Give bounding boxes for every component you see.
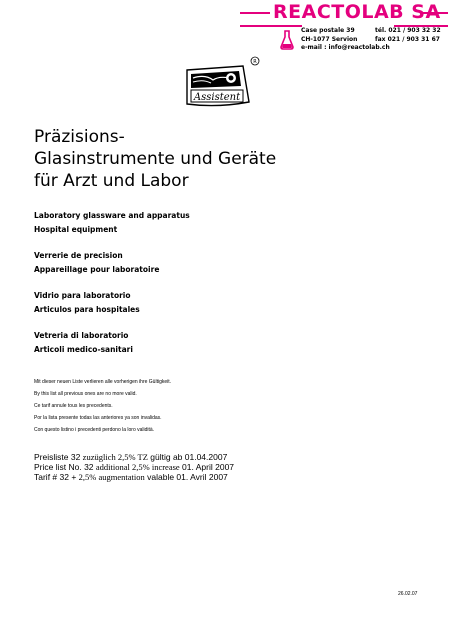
validity-notes (34, 376, 434, 436)
price-line-part: Price list No. 32 (34, 462, 96, 472)
price-line (34, 452, 434, 462)
header-rule (240, 12, 270, 14)
header-rule (240, 25, 302, 27)
price-line (34, 462, 434, 472)
logo-name: Assistent (193, 92, 241, 103)
address-line: Case postale 39 (301, 27, 355, 34)
subtitle-line: Laboratory glassware and apparatus (34, 211, 190, 220)
company-name: REACTOLAB SA (273, 1, 441, 23)
subtitle-line: Vidrio para laboratorio (34, 291, 131, 300)
subtitle-line: Articulos para hospitales (34, 305, 140, 314)
language-subtitles (34, 209, 434, 369)
subtitle-line: Vetreria di laboratorio (34, 331, 129, 340)
address-line: CH-1077 Servion (301, 35, 358, 43)
page-title (34, 126, 434, 192)
flask-icon (280, 30, 294, 50)
subtitle-line: Articoli medico-sanitari (34, 345, 133, 354)
price-line-part: 2,5% augmentation (78, 472, 145, 482)
svg-text:R: R (253, 59, 257, 65)
address-row (301, 27, 441, 36)
price-line-part: additional 2,5% increase (95, 462, 180, 472)
email-line: e-mail : info@reactolab.ch (301, 44, 390, 51)
price-list-info (34, 452, 434, 482)
company-contact (301, 27, 441, 53)
validity-note: By this list all previous ones are no more valid. (34, 391, 137, 397)
price-line-part: gültig ab 01.04.2007 (147, 452, 228, 462)
address-row (301, 36, 441, 45)
fax-number: fax 021 / 903 31 67 (375, 35, 440, 43)
subtitle-block-italian (34, 329, 434, 357)
reactolab-header (240, 0, 450, 56)
price-line (34, 472, 434, 482)
subtitle-block-french (34, 249, 434, 277)
assistent-logo (185, 56, 261, 108)
validity-note: Ce tarif annule tous les precedents. (34, 403, 113, 409)
validity-note: Por la lista presente todas las anteriores ya son invalidas. (34, 415, 162, 421)
price-line-part: zuzüglich 2,5% TZ (82, 452, 148, 462)
title-line: Präzisions- (34, 127, 125, 147)
subtitle-line: Verrerie de precision (34, 251, 123, 260)
subtitle-block-english (34, 209, 434, 237)
subtitle-line: Appareillage pour laboratoire (34, 265, 160, 274)
title-line: für Arzt und Labor (34, 171, 189, 191)
phone-number: tél. 021 / 903 32 32 (375, 27, 441, 34)
footer-date: 26.02.07 (398, 591, 418, 597)
price-line-part: Preisliste 32 (34, 452, 83, 462)
price-line-part: 01. April 2007 (179, 462, 235, 472)
subtitle-block-spanish (34, 289, 434, 317)
subtitle-line: Hospital equipment (34, 225, 118, 234)
price-line-part: valable 01. Avril 2007 (144, 472, 228, 482)
validity-note: Con questo listino i precedenti perdono la loro validità. (34, 427, 155, 433)
price-line-part: Tarif # 32 + (34, 472, 79, 482)
title-line: Glasinstrumente und Geräte (34, 149, 277, 169)
validity-note: Mit dieser neuen Liste verlieren alle vorherigen ihre Gültigkeit. (34, 379, 172, 385)
